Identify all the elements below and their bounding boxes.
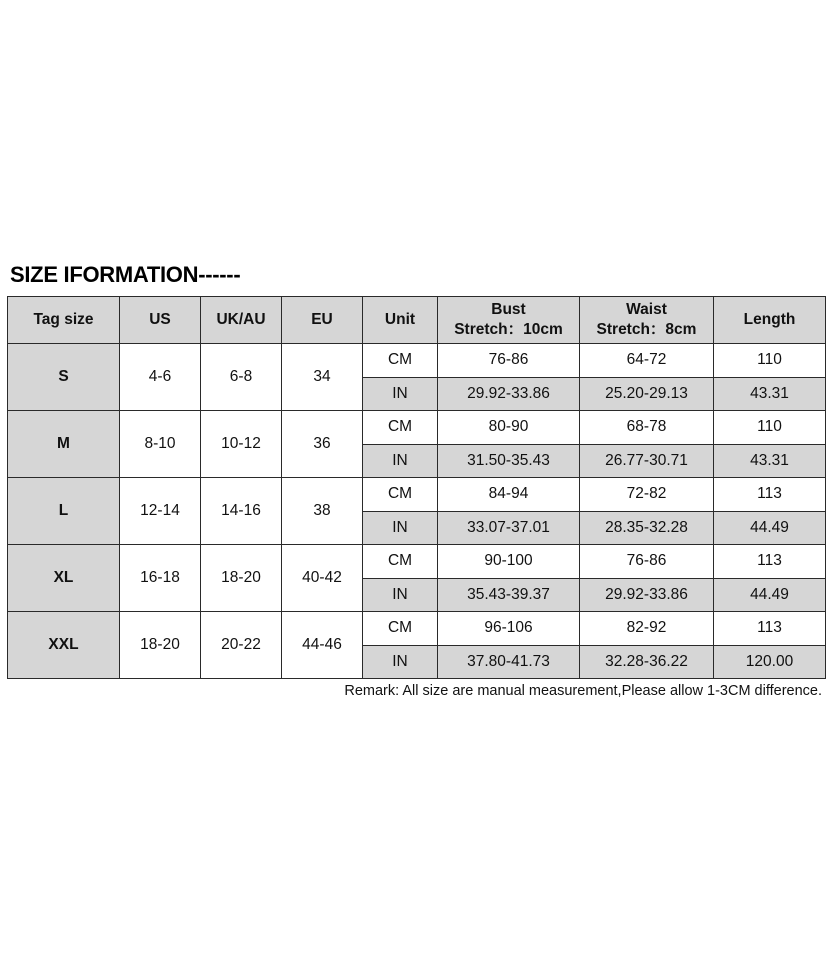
header-bust-stretch: Stretch：10cm <box>454 321 563 338</box>
bust-cell: 29.92-33.86 <box>438 377 580 411</box>
length-cell: 110 <box>714 344 826 378</box>
waist-cell: 28.35-32.28 <box>580 511 714 545</box>
length-cell: 44.49 <box>714 578 826 612</box>
unit-cell: CM <box>363 478 438 512</box>
header-unit: Unit <box>363 297 438 344</box>
length-cell: 43.31 <box>714 444 826 478</box>
unit-cell: IN <box>363 377 438 411</box>
bust-cell: 31.50-35.43 <box>438 444 580 478</box>
waist-cell: 64-72 <box>580 344 714 378</box>
eu-cell: 34 <box>282 344 363 411</box>
length-cell: 120.00 <box>714 645 826 679</box>
length-cell: 113 <box>714 478 826 512</box>
us-cell: 8-10 <box>120 411 201 478</box>
header-row <box>8 297 826 344</box>
unit-cell: IN <box>363 645 438 679</box>
table-row <box>8 411 826 445</box>
unit-cell: IN <box>363 578 438 612</box>
length-cell: 113 <box>714 545 826 579</box>
waist-cell: 76-86 <box>580 545 714 579</box>
header-tag-size: Tag size <box>8 297 120 344</box>
length-cell: 44.49 <box>714 511 826 545</box>
header-eu: EU <box>282 297 363 344</box>
us-cell: 16-18 <box>120 545 201 612</box>
bust-cell: 96-106 <box>438 612 580 646</box>
tag-size-cell: XXL <box>8 612 120 679</box>
bust-cell: 80-90 <box>438 411 580 445</box>
tag-size-cell: M <box>8 411 120 478</box>
header-waist <box>580 297 714 344</box>
eu-cell: 36 <box>282 411 363 478</box>
header-us: US <box>120 297 201 344</box>
tag-size-cell: XL <box>8 545 120 612</box>
ukau-cell: 6-8 <box>201 344 282 411</box>
tag-size-cell: S <box>8 344 120 411</box>
eu-cell: 38 <box>282 478 363 545</box>
length-cell: 43.31 <box>714 377 826 411</box>
tag-size-cell: L <box>8 478 120 545</box>
waist-cell: 32.28-36.22 <box>580 645 714 679</box>
table-row <box>8 545 826 579</box>
unit-cell: IN <box>363 511 438 545</box>
bust-cell: 76-86 <box>438 344 580 378</box>
unit-cell: CM <box>363 411 438 445</box>
remark-note: Remark: All size are manual measurement,Please allow 1-3CM difference. <box>344 683 822 699</box>
header-waist-label: Waist <box>626 301 667 318</box>
bust-cell: 84-94 <box>438 478 580 512</box>
bust-cell: 37.80-41.73 <box>438 645 580 679</box>
table-row <box>8 478 826 512</box>
length-cell: 110 <box>714 411 826 445</box>
waist-cell: 29.92-33.86 <box>580 578 714 612</box>
length-cell: 113 <box>714 612 826 646</box>
eu-cell: 44-46 <box>282 612 363 679</box>
waist-cell: 72-82 <box>580 478 714 512</box>
unit-cell: CM <box>363 545 438 579</box>
eu-cell: 40-42 <box>282 545 363 612</box>
header-bust <box>438 297 580 344</box>
header-bust-label: Bust <box>491 301 526 318</box>
unit-cell: CM <box>363 612 438 646</box>
unit-cell: IN <box>363 444 438 478</box>
size-table <box>7 296 826 679</box>
waist-cell: 25.20-29.13 <box>580 377 714 411</box>
ukau-cell: 14-16 <box>201 478 282 545</box>
waist-cell: 26.77-30.71 <box>580 444 714 478</box>
table-row <box>8 612 826 646</box>
ukau-cell: 18-20 <box>201 545 282 612</box>
header-ukau: UK/AU <box>201 297 282 344</box>
unit-cell: CM <box>363 344 438 378</box>
page-title: SIZE IFORMATION------ <box>10 262 241 287</box>
waist-cell: 82-92 <box>580 612 714 646</box>
header-waist-stretch: Stretch：8cm <box>596 321 697 338</box>
us-cell: 12-14 <box>120 478 201 545</box>
bust-cell: 33.07-37.01 <box>438 511 580 545</box>
bust-cell: 90-100 <box>438 545 580 579</box>
header-length: Length <box>714 297 826 344</box>
ukau-cell: 10-12 <box>201 411 282 478</box>
bust-cell: 35.43-39.37 <box>438 578 580 612</box>
table-row <box>8 344 826 378</box>
waist-cell: 68-78 <box>580 411 714 445</box>
us-cell: 4-6 <box>120 344 201 411</box>
us-cell: 18-20 <box>120 612 201 679</box>
ukau-cell: 20-22 <box>201 612 282 679</box>
